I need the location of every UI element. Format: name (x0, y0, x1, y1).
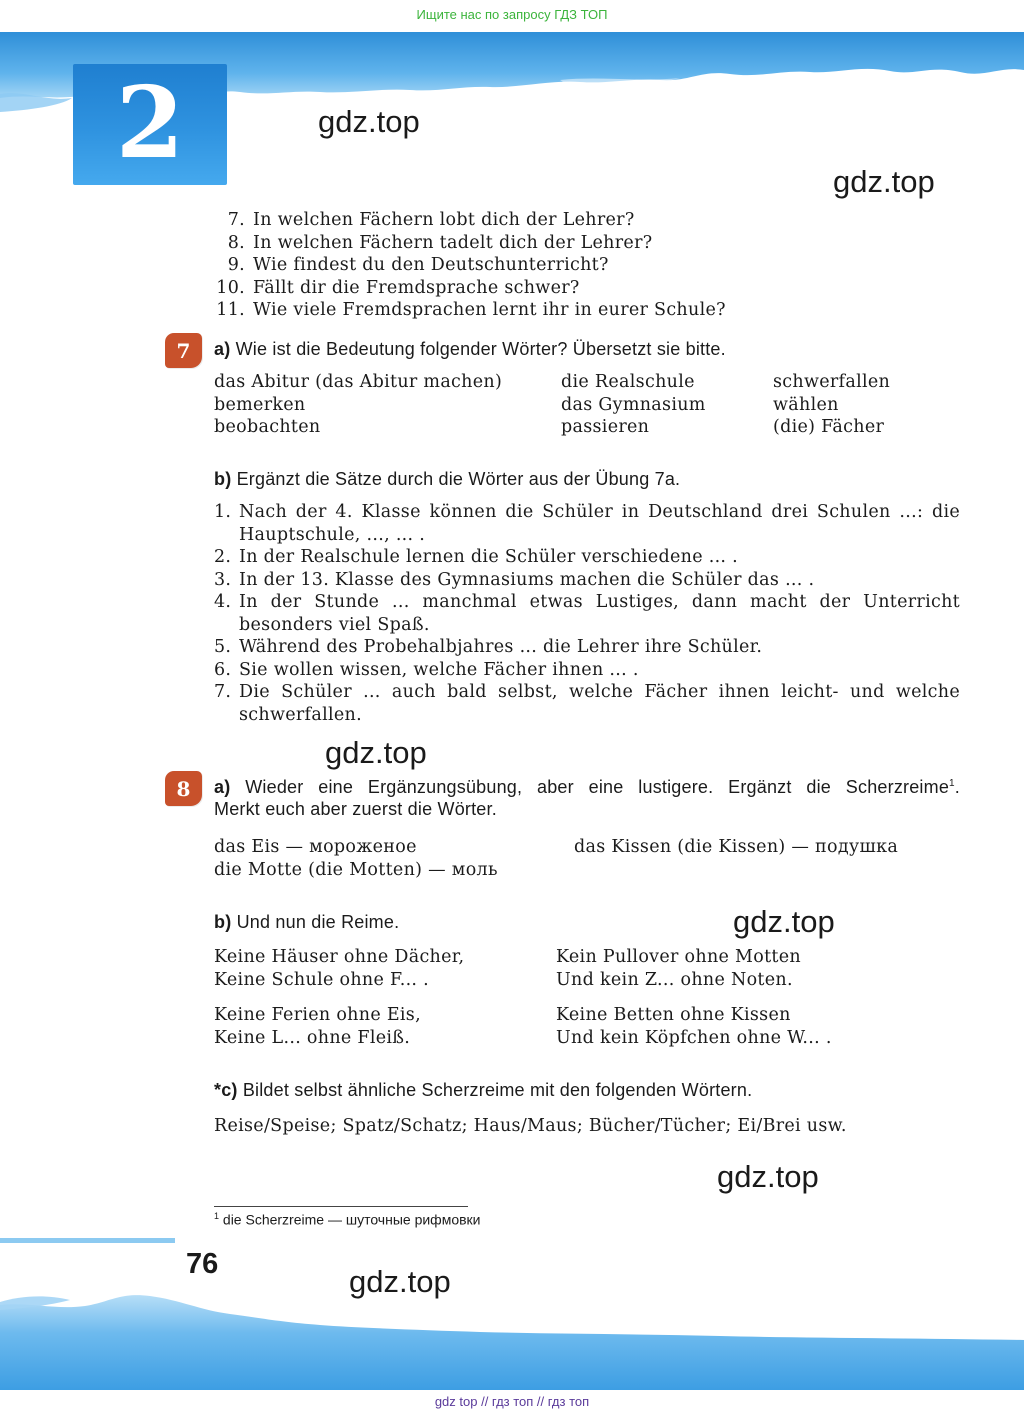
vocab-pair: das Kissen (die Kissen) — подушка (574, 837, 899, 857)
rhyme-line: Keine Häuser ohne Dächer, (214, 947, 465, 967)
word-column-1 (214, 371, 502, 439)
chapter-number-box (73, 64, 227, 185)
page-number: 76 (186, 1248, 219, 1280)
watermark-text: gdz.top (349, 1264, 451, 1299)
word-column-3 (773, 371, 890, 439)
sentence-item: 2. In der Realschule lernen die Schüler verschiedene ... . (214, 547, 739, 567)
vocab-pair: das Eis — мороженое (214, 837, 417, 857)
sentence-list (214, 501, 960, 726)
exercise-7a-instruction: a) Wie ist die Bedeutung folgender Wörter? Übersetzt sie bitte. (214, 339, 726, 359)
exercise-8-badge: 8 (165, 771, 202, 806)
exercise-8c-word-pairs: Reise/Speise; Spatz/Schatz; Haus/Maus; Bücher/Tücher; Ei/Brei usw. (214, 1116, 847, 1136)
rhyme-block (214, 946, 464, 991)
vocab-word: das Abitur (das Abitur machen) (214, 372, 503, 392)
footer-links[interactable]: gdz top // гдз топ // гдз топ (434, 1394, 590, 1409)
sentence-item: 5. Während des Probehalbjahres ... die Lehrer ihre Schüler. (214, 637, 763, 657)
sentence-item: 3. In der 13. Klasse des Gymnasiums machen die Schüler das ... . (214, 569, 815, 590)
watermark-text: gdz.top (733, 904, 835, 939)
watermark-text: gdz.top (833, 164, 935, 199)
rhyme-line: Und kein Z... ohne Noten. (556, 969, 793, 990)
vocab-word: wählen (773, 394, 839, 415)
vocab-word: das Gymnasium (561, 394, 706, 415)
question-item: 8. In welchen Fächern tadelt dich der Lehrer? (227, 232, 653, 253)
sentence-item: 1. Nach der 4. Klasse können die Schüler in Deutschland drei Schulen ...: die Hauptschule, ..., ... . (214, 502, 960, 545)
question-list (214, 209, 974, 322)
rhyme-line: Keine Betten ohne Kissen (556, 1005, 791, 1025)
word-column-2 (561, 371, 706, 439)
question-item: 11. Wie viele Fremdsprachen lernt ihr in eurer Schule? (216, 300, 726, 321)
rhyme-line: Keine L... ohne Fleiß. (214, 1027, 411, 1048)
vocab-word: die Realschule (561, 372, 695, 392)
vocab-column-right (574, 836, 898, 859)
rhyme-line: Keine Schule ohne F... . (214, 969, 430, 990)
question-item: 9. Wie findest du den Deutschunterricht? (227, 255, 609, 276)
vocab-column-left (214, 836, 498, 881)
vocab-word: (die) Fächer (773, 417, 885, 438)
exercise-7-badge: 7 (165, 333, 202, 368)
sentence-item: 4. In der Stunde ... manchmal etwas Lustiges, dann macht der Unterricht besonders viel Spaß. (214, 592, 960, 635)
chapter-number: 2 (115, 65, 185, 181)
watermark-text: gdz.top (318, 104, 420, 139)
sentence-item: 7. Die Schüler ... auch bald selbst, welche Fächer ihnen leicht- und welche schwerfallen. (214, 682, 960, 725)
rhyme-block (556, 1004, 832, 1049)
footnote-divider (214, 1206, 468, 1207)
vocab-word: beobachten (214, 417, 321, 438)
exercise-8a-instruction-line2: Merkt euch aber zuerst die Wörter. (214, 799, 497, 819)
vocab-word: schwerfallen (773, 372, 891, 392)
exercise-8b-instruction: b) Und nun die Reime. (214, 912, 400, 932)
footnote: $^1$ die Scherzreime — шуточные рифмовки (214, 1211, 481, 1228)
rhyme-line: Keine Ferien ohne Eis, (214, 1005, 421, 1025)
exercise-7b-instruction: b) Ergänzt die Sätze durch die Wörter aus der Übung 7a. (214, 469, 681, 489)
watermark-text: gdz.top (325, 735, 427, 770)
exercise-8a-instruction-line1: a) Wieder eine Ergänzungsübung, aber eine lustigere. Ergänzt die Scherzreime$^1$. (214, 777, 960, 797)
vocab-pair: die Motte (die Motten) — моль (214, 859, 498, 880)
top-search-hint[interactable]: Ищите нас по запросу ГДЗ ТОП (416, 7, 608, 22)
sentence-item: 6. Sie wollen wissen, welche Fächer ihnen ... . (214, 659, 639, 680)
bottom-sky-banner (0, 1230, 1024, 1390)
question-item: 10. Fällt dir die Fremdsprache schwer? (216, 277, 580, 298)
rhyme-line: Und kein Köpfchen ohne W... . (556, 1027, 832, 1048)
exercise-8c-instruction: *c) Bildet selbst ähnliche Scherzreime mit den folgenden Wörtern. (214, 1080, 753, 1100)
vocab-word: bemerken (214, 394, 306, 415)
rhyme-block (214, 1004, 421, 1049)
rhyme-block (556, 946, 801, 991)
vocab-word: passieren (561, 417, 650, 438)
rhyme-line: Kein Pullover ohne Motten (556, 947, 801, 967)
watermark-text: gdz.top (717, 1159, 819, 1194)
question-item: 7. In welchen Fächern lobt dich der Lehrer? (227, 210, 635, 230)
